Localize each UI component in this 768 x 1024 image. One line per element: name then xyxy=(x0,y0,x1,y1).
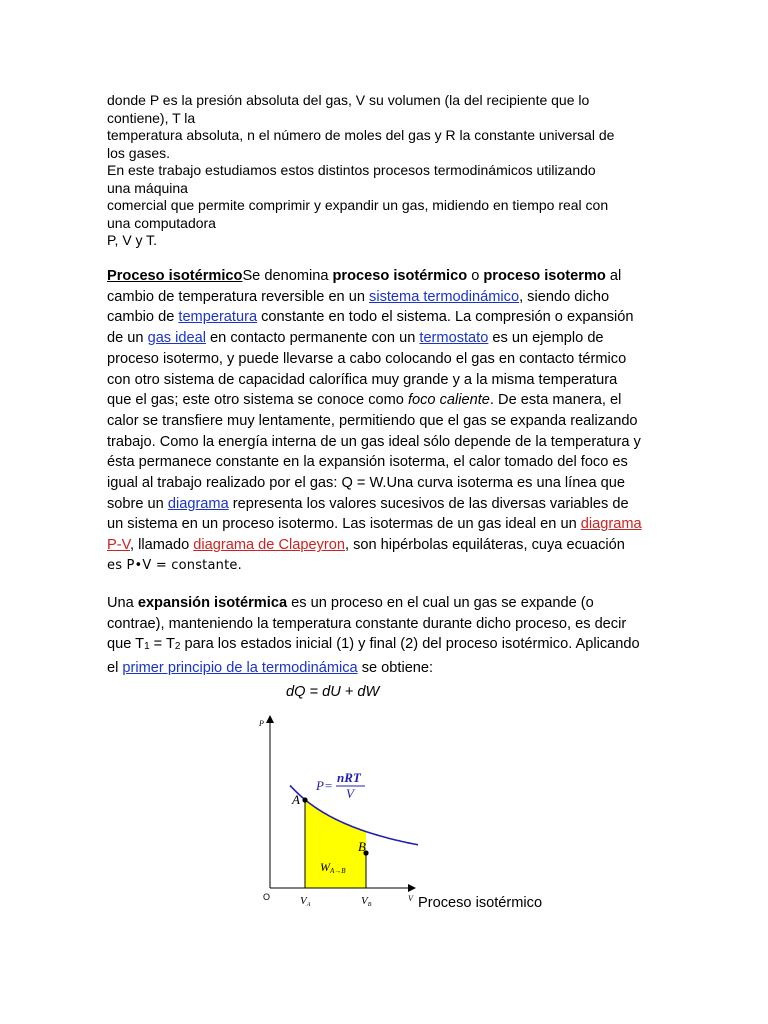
figure-caption: Proceso isotérmico xyxy=(418,895,543,911)
link-diagrama-pv[interactable]: diagrama xyxy=(580,516,642,533)
formula-numerator: nRT xyxy=(337,770,361,785)
pv-constant-text: es P•V = constante. xyxy=(107,557,242,573)
intro-paragraph xyxy=(107,92,667,250)
intro-line: una computadora xyxy=(107,214,216,231)
x-axis-label: V xyxy=(408,894,413,903)
work-label: WA→B xyxy=(320,860,346,875)
tick-label-va: VA xyxy=(300,895,311,908)
formula-denominator: V xyxy=(346,786,354,801)
link-gas-ideal[interactable]: gas ideal xyxy=(147,330,206,347)
pv-diagram xyxy=(250,708,425,913)
y-axis-label: P xyxy=(259,719,264,728)
point-a-marker xyxy=(302,797,307,802)
isothermal-paragraph: Proceso isotérmicoSe denomina proceso isotérmico o proceso isotermo al cambio de temperatura reversible en un sistema termodinámico, siendo dicho cambio de temperatura constante en todo el sistema. La compresión o expansión de un gas ideal en contacto permanente con un termostato es un ejemplo de proceso isotermo, y puede llevarse a cabo colocando el gas en contacto térmico con otro sistema de capacidad calorífica muy grande y a la misma temperatura que el gas; este otro sistema se conoce como foco caliente. De esta manera, el calor se transfiere muy lentamente, permitiendo que el gas se expanda realizando trabajo. Como la energía interna de un gas ideal sólo depende de la temperatura y ésta permanece constante en la expansión isoterma, el calor tomado del foco es igual al trabajo realizado por el gas: Q = W.Una curva isoterma es una línea que sobre un diagrama representa los valores sucesivos de las diversas variables de un sistema en un proceso isotermo. Las isotermas de un gas ideal en un diagrama P-V, llamado diagrama de Clapeyron, son hipérbolas equiláteras, cuya ecuación es P•V = constante. xyxy=(107,266,652,577)
link-diagrama[interactable]: diagrama xyxy=(167,495,229,512)
intro-line: En este trabajo estudiamos estos distintos procesos termodinámicos utilizando xyxy=(107,162,596,178)
intro-line: contiene), T la xyxy=(107,109,196,126)
term-italic: foco caliente xyxy=(407,392,490,409)
isotherm-formula xyxy=(315,770,365,801)
formula-lhs: P= xyxy=(316,778,333,793)
intro-line: comercial que permite comprimir y expandir un gas, midiendo en tiempo real con xyxy=(107,197,609,213)
link-diagrama-clapeyron[interactable]: diagrama de Clapeyron xyxy=(193,537,345,554)
link-termostato[interactable]: termostato xyxy=(419,330,489,347)
intro-line: una máquina xyxy=(107,179,188,196)
term-bold: expansión isotérmica xyxy=(137,595,288,611)
link-temperatura[interactable]: temperatura xyxy=(178,309,258,326)
point-a-label: A xyxy=(292,792,300,807)
intro-line: los gases. xyxy=(107,144,171,161)
intro-line: temperatura absoluta, n el número de moles del gas y R la constante universal de xyxy=(107,127,615,143)
term-bold: proceso isotermo xyxy=(483,268,606,284)
point-b-label: B xyxy=(358,839,366,854)
section-heading: Proceso isotérmico xyxy=(107,268,243,284)
link-sistema-termodinamico[interactable]: sistema termodinámico xyxy=(369,288,520,305)
tick-label-vb: VB xyxy=(361,895,372,908)
expansion-paragraph: Una expansión isotérmica es un proceso en el cual un gas se expande (o contrae), manteniendo la temperatura constante durante dicho proceso, es decir que $T_1 = T_2$ para los estados inicial (1) y final (2) del proceso isotérmico. Aplicando el primer principio de la termodinámica se obtiene: xyxy=(107,595,640,677)
intro-line: donde P es la presión absoluta del gas, V su volumen (la del recipiente que lo xyxy=(107,92,590,108)
first-law-equation: dQ = dU + dW xyxy=(286,684,380,700)
term-bold: proceso isotérmico xyxy=(332,268,468,284)
link-primer-principio[interactable]: primer principio de la termodinámica xyxy=(122,660,358,677)
intro-line: P, V y T. xyxy=(107,232,158,248)
link-pv[interactable]: P-V xyxy=(107,537,130,554)
origin-label: O xyxy=(263,892,271,902)
